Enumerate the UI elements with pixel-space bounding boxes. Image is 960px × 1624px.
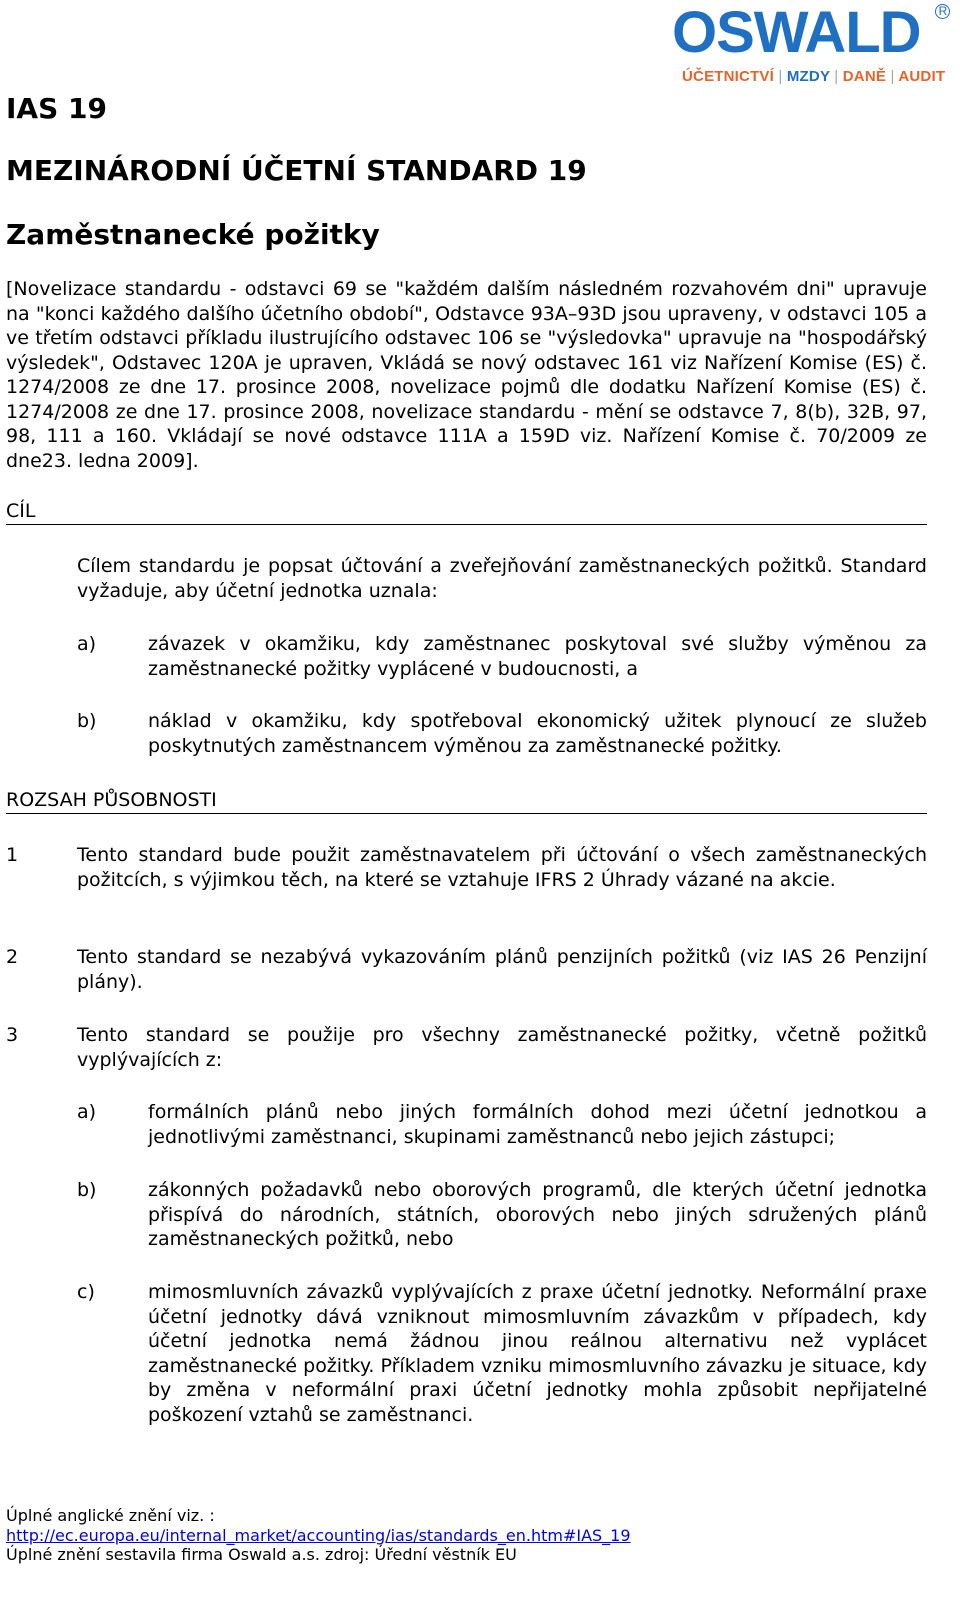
item-label: a) — [77, 1101, 97, 1123]
paragraph-number: 3 — [6, 1024, 19, 1046]
item-text: zákonných požadavků nebo oborových programů, dle kterých účetní jednotka přispívá do národních, státních, oborových nebo jiných sdružených plánů zaměstnaneckých požitků, nebo — [148, 1179, 927, 1250]
standard-code: IAS 19 — [6, 92, 107, 125]
paragraph-text: Tento standard bude použit zaměstnavatelem při účtování o všech zaměstnaneckých požitcích, s výjimkou těch, na které se vztahuje IFRS 2 Úhrady vázané na akcie. — [77, 844, 927, 891]
footer-source-link[interactable]: http://ec.europa.eu/internal_market/accounting/ias/standards_en.htm#IAS_19 — [6, 1525, 631, 1545]
rozsah-item-c — [77, 1280, 927, 1427]
footer-reference-label: Úplné anglické znění viz. : — [6, 1506, 215, 1525]
cil-paragraph: Cílem standardu je popsat účtování a zveřejňování zaměstnaneckých požitků. Standard vyžaduje, aby účetní jednotka uznala: — [77, 555, 927, 602]
footer-credit: Úplné znění sestavila firma Oswald a.s. zdroj: Úřední věstník EU — [6, 1545, 517, 1564]
paragraph-number: 2 — [6, 946, 19, 968]
item-label: a) — [77, 633, 97, 655]
paragraph-2 — [6, 945, 927, 994]
document-title: Zaměstnanecké požitky — [6, 218, 380, 251]
amendment-note: [Novelizace standardu - odstavci 69 se "každém dalším následném rozvahovém dni" upravuje na "konci každého dalšího účetního období", Odstavce 93A–93D jsou upraveny, v odstavci 105 a ve třetím odstavci příkladu ilustrujícího odstavec 106 se "výsledovka" upravuje na "hospodářský výsledek", Odstavec 120A je upraven, Vkládá se nový odstavec 161 viz Nařízení Komise (ES) č. 1274/2008 ze dne 17. prosince 2008, novelizace pojmů dle dodatku Nařízení Komise (ES) č. 1274/2008 ze dne 17. prosince 2008, novelizace standardu - mění se odstavce 7, 8(b), 32B, 97, 98, 111 a 160. Vkládají se nové odstavce 111A a 159D viz. Nařízení Komise č. 70/2009 ze dne23. ledna 2009]. — [6, 278, 927, 472]
rozsah-item-b — [77, 1178, 927, 1252]
logo-wordmark: OSWALD R — [672, 4, 954, 62]
item-label: b) — [77, 1179, 97, 1201]
item-text: závazek v okamžiku, kdy zaměstnanec poskytoval své služby výměnou za zaměstnanecké požitky vyplácené v budoucnosti, a — [148, 633, 927, 680]
item-text: mimosmluvních závazků vyplývajících z praxe účetní jednotky. Neformální praxe účetní jednotky dává vzniknout mimosmluvním závazkům v případech, kdy účetní jednotka nemá žádnou jinou reálnou alternativu než vyplácet zaměstnanecké požitky. Příkladem vzniku mimosmluvního závazku je situace, kdy by změna v neformální praxi účetní jednotky mohla způsobit nepřijatelné poškození vztahů se zaměstnanci. — [148, 1281, 927, 1426]
section-heading-rozsah: ROZSAH PŮSOBNOSTI — [6, 789, 927, 814]
cil-item-a — [77, 632, 927, 681]
cil-item-b — [77, 709, 927, 758]
item-text: náklad v okamžiku, kdy spotřeboval ekonomický užitek plynoucí ze služeb poskytnutých zaměstnancem výměnou za zaměstnanecké požitky. — [148, 710, 927, 757]
paragraph-number: 1 — [6, 844, 19, 866]
item-text: formálních plánů nebo jiných formálních dohod mezi účetní jednotkou a jednotlivými zaměstnanci, skupinami zaměstnanců nebo jejich zástupci; — [148, 1101, 927, 1148]
paragraph-text: Tento standard se nezabývá vykazováním plánů penzijních požitků (viz IAS 26 Penzijní plány). — [77, 946, 927, 993]
item-label: c) — [77, 1281, 95, 1303]
section-heading-cil: CÍL — [6, 500, 927, 525]
rozsah-item-a — [77, 1100, 927, 1149]
footer — [6, 1506, 631, 1565]
paragraph-text: Tento standard se použije pro všechny zaměstnanecké požitky, včetně požitků vyplývajících z: — [77, 1024, 927, 1071]
registered-mark: R — [935, 4, 950, 19]
oswald-logo — [672, 0, 954, 85]
paragraph-1 — [6, 843, 927, 892]
item-label: b) — [77, 710, 97, 732]
paragraph-3 — [6, 1023, 927, 1072]
logo-tagline: ÚČETNICTVÍ | MZDY | DANĚ | AUDIT — [682, 68, 946, 85]
standard-name: MEZINÁRODNÍ ÚČETNÍ STANDARD 19 — [6, 154, 587, 187]
